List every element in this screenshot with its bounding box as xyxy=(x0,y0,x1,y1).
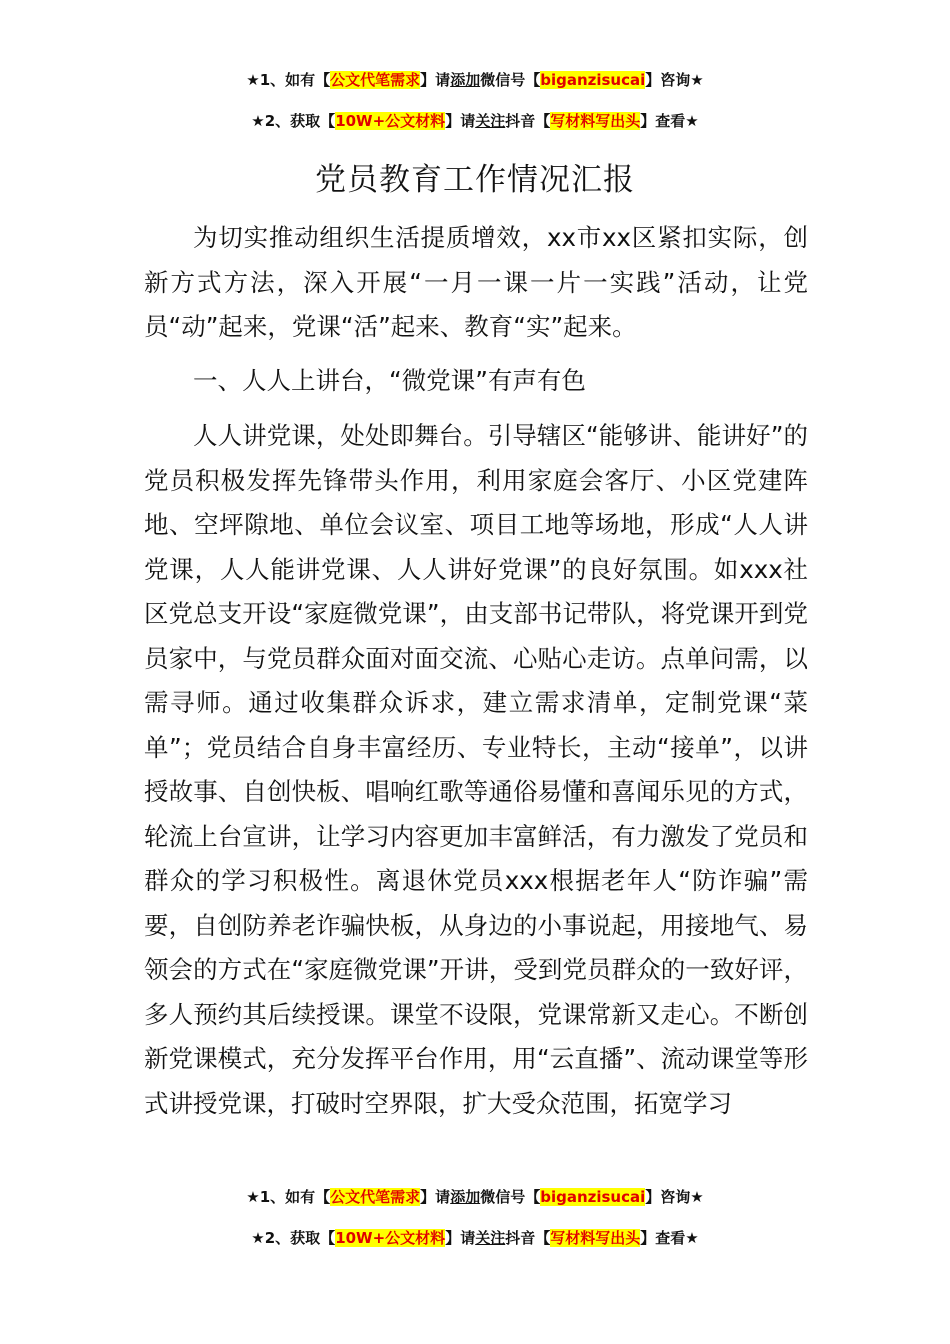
footer-notice-line-2 xyxy=(0,1228,950,1248)
notice-highlight: 10W+公文材料 xyxy=(335,112,446,130)
notice-text: ★1、如有【 xyxy=(246,1188,331,1206)
notice-highlight-wechat-id: biganzisucai xyxy=(540,71,646,89)
notice-text: 】查看★ xyxy=(640,1229,699,1247)
header-notice-line-1 xyxy=(0,70,950,90)
notice-text: 】请 xyxy=(445,1229,476,1247)
notice-text: 】查看★ xyxy=(640,112,699,130)
header-notice-line-2 xyxy=(0,111,950,131)
notice-underline: 关注 xyxy=(475,1229,506,1247)
section-1-paragraph: 人人讲党课，处处即舞台。引导辖区“能够讲、能讲好”的党员积极发挥先锋带头作用，利用家庭会客厅、小区党建阵地、空坪隙地、单位会议室、项目工地等场地，形成“人人讲党课，人人能讲党课、人人讲好党课”的良好氛围。如xxx社区党总支开设“家庭微党课”，由支部书记带队，将党课开到党员家中，与党员群众面对面交流、心贴心走访。点单问需，以需寻师。通过收集群众诉求，建立需求清单，定制党课“菜单”；党员结合自身丰富经历、专业特长，主动“接单”，以讲授故事、自创快板、唱响红歌等通俗易懂和喜闻乐见的方式，轮流上台宣讲，让学习内容更加丰富鲜活，有力激发了党员和群众的学习积极性。离退休党员xxx根据老年人“防诈骗”需要，自创防养老诈骗快板，从身边的小事说起，用接地气、易领会的方式在“家庭微党课”开讲，受到党员群众的一致好评，多人预约其后续授课。课堂不设限，党课常新又走心。不断创新党课模式，充分发挥平台作用，用“云直播”、流动课堂等形式讲授党课，打破时空界限，扩大受众范围，拓宽学习 xyxy=(144,421,808,1118)
intro-paragraph: 为切实推动组织生活提质增效，xx市xx区紧扣实际，创新方式方法，深入开展“一月一课一片一实践”活动，让党员“动”起来，党课“活”起来、教育“实”起来。 xyxy=(144,223,808,341)
notice-highlight-wechat-id: biganzisucai xyxy=(540,1188,646,1206)
notice-text: 微信号【 xyxy=(480,1188,541,1206)
notice-text: 抖音【 xyxy=(505,1229,551,1247)
notice-highlight-douyin: 写材料写出头 xyxy=(550,112,641,130)
notice-text: 抖音【 xyxy=(505,112,551,130)
notice-underline: 关注 xyxy=(475,112,506,130)
notice-text: ★2、获取【 xyxy=(251,112,336,130)
document-title: 党员教育工作情况汇报 xyxy=(315,162,635,198)
notice-highlight: 公文代笔需求 xyxy=(330,71,421,89)
notice-highlight: 10W+公文材料 xyxy=(335,1229,446,1247)
section-heading-1: 一、人人上讲台，“微党课”有声有色 xyxy=(193,366,586,395)
notice-text: 】咨询★ xyxy=(645,71,704,89)
notice-text: 微信号【 xyxy=(480,71,541,89)
notice-text: ★1、如有【 xyxy=(246,71,331,89)
notice-text: 】咨询★ xyxy=(645,1188,704,1206)
notice-underline: 添加 xyxy=(450,1188,481,1206)
notice-text: 】请 xyxy=(420,71,451,89)
notice-text: 】请 xyxy=(445,112,476,130)
notice-text: 】请 xyxy=(420,1188,451,1206)
notice-highlight: 公文代笔需求 xyxy=(330,1188,421,1206)
notice-highlight-douyin: 写材料写出头 xyxy=(550,1229,641,1247)
footer-notice-line-1 xyxy=(0,1187,950,1207)
notice-text: ★2、获取【 xyxy=(251,1229,336,1247)
notice-underline: 添加 xyxy=(450,71,481,89)
